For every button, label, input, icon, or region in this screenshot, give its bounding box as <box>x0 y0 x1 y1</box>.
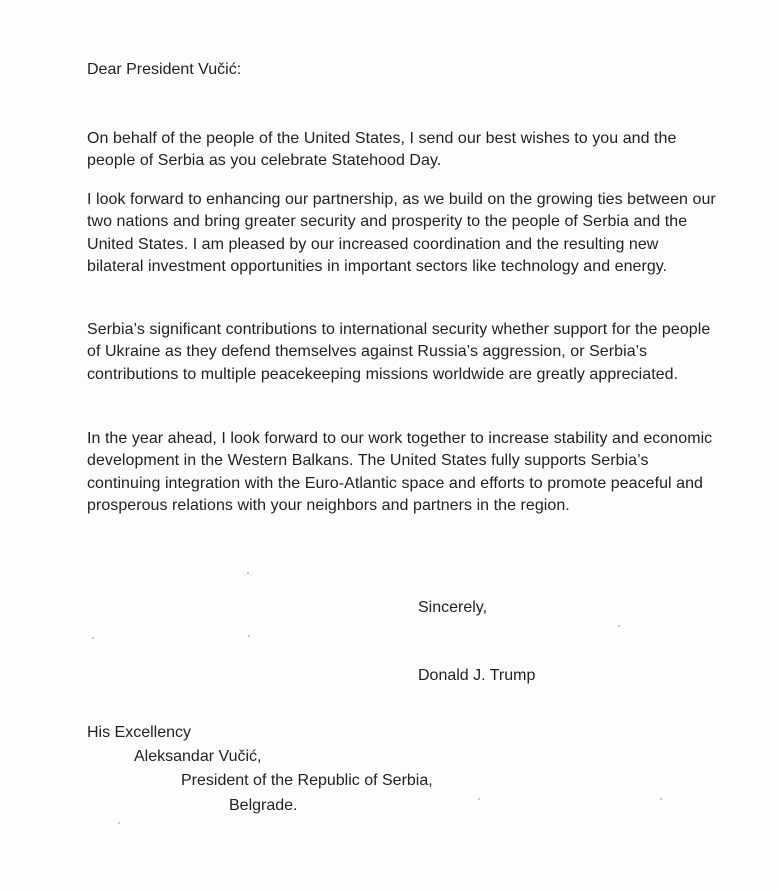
salutation: Dear President Vučić: <box>87 61 242 78</box>
scan-speck <box>247 572 249 574</box>
scan-speck <box>618 625 620 627</box>
address-line-honorific: His Excellency <box>87 724 192 741</box>
scan-speck <box>660 798 662 800</box>
scan-speck <box>478 798 480 800</box>
address-line-name: Aleksandar Vučić, <box>134 748 262 765</box>
paragraph-1: On behalf of the people of the United States, I send our best wishes to you and the people of Serbia as you celebrate Statehood Day. <box>87 130 677 170</box>
paragraph-3: Serbia’s significant contributions to international security whether support for the people of Ukraine as they defend themselves against Russia’s aggression, or Serbia’s contributions to multiple peacekeeping missions worldwide are greatly appreciated. <box>87 321 711 383</box>
paragraph-2: I look forward to enhancing our partnership, as we build on the growing ties between our two nations and bring greater security and prosperity to the people of Serbia and the United States. I am pleased by our increased coordination and the resulting new bilateral investment opportunities in important sectors like technology and energy. <box>87 191 716 276</box>
paragraph-4: In the year ahead, I look forward to our work together to increase stability and economic development in the Western Balkans. The United States fully supports Serbia’s continuing integration with the Euro-Atlantic space and efforts to promote peaceful and prosperous relations with your neighbors and partners in the region. <box>87 430 713 515</box>
address-line-city: Belgrade. <box>229 797 298 814</box>
closing: Sincerely, <box>418 599 488 616</box>
scan-speck <box>92 637 94 639</box>
scan-speck <box>248 635 250 637</box>
address-line-title: President of the Republic of Serbia, <box>181 772 433 789</box>
scan-speck <box>118 822 120 824</box>
signer-name: Donald J. Trump <box>418 667 536 684</box>
